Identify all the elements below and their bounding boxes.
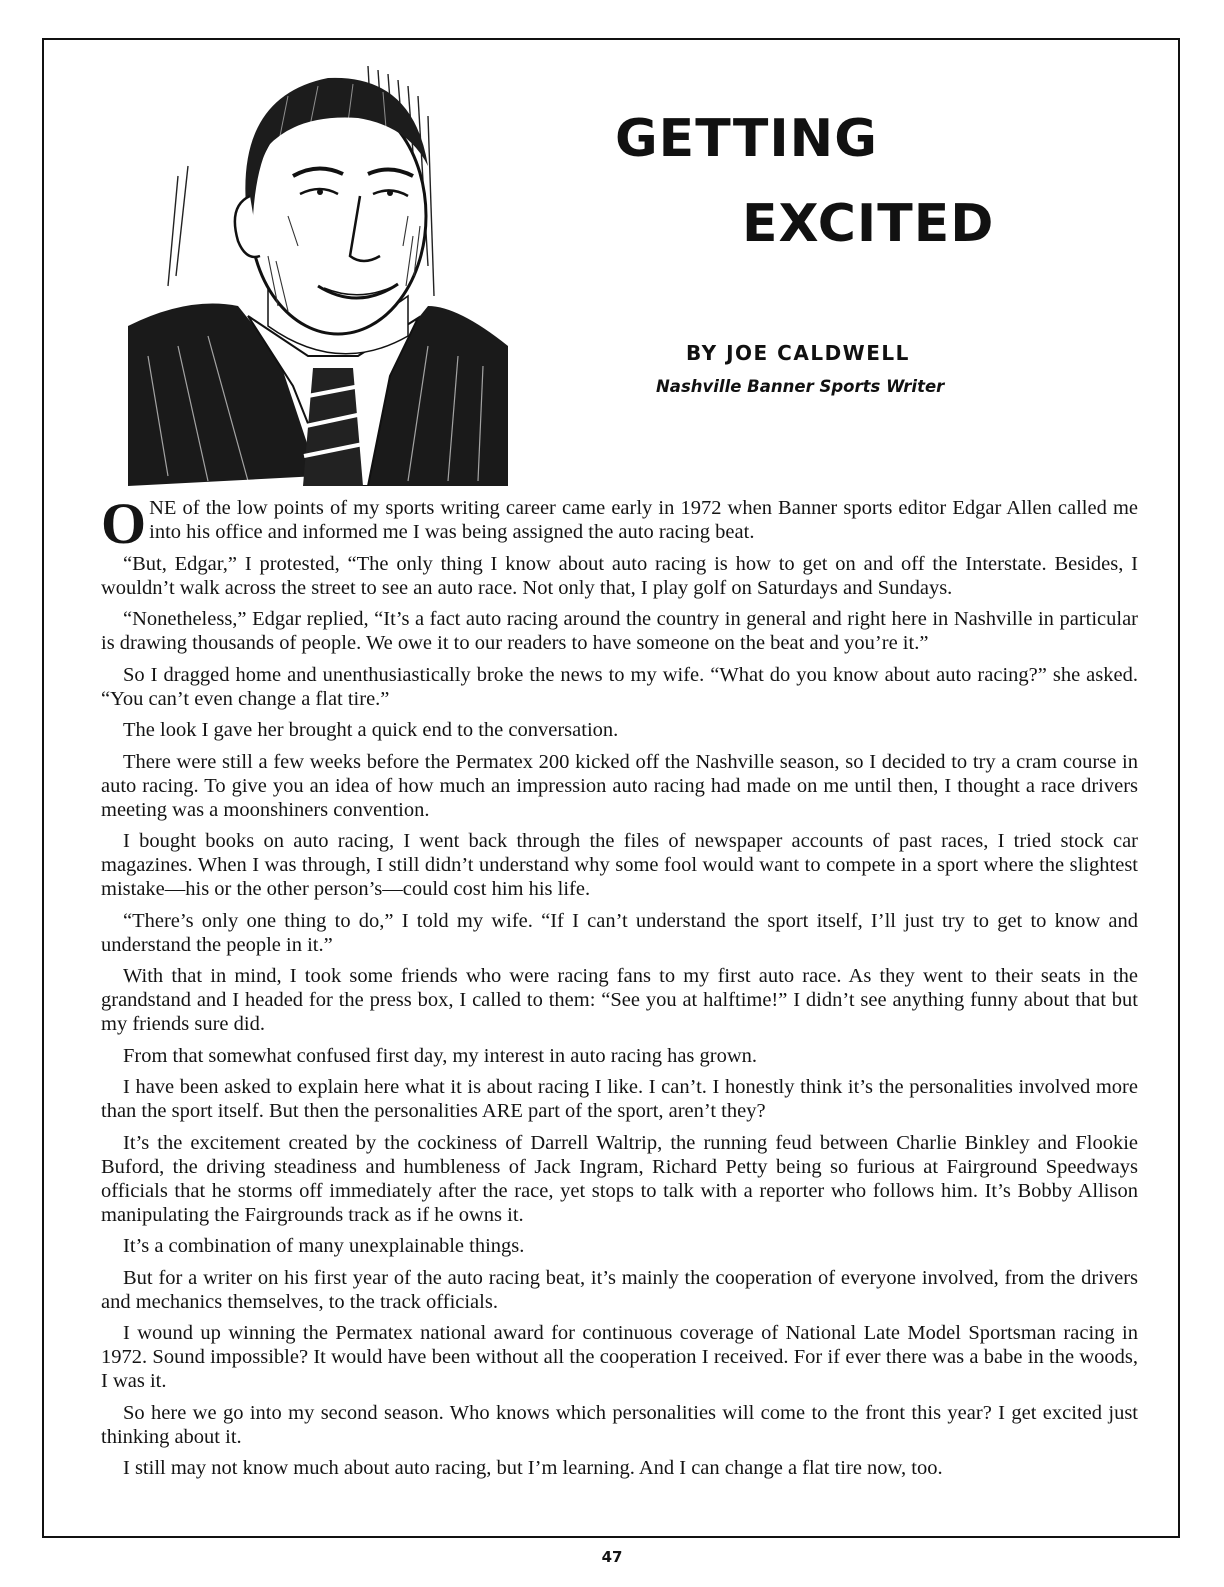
article-paragraph: There were still a few weeks before the Permatex 200 kicked off the Nashville season, so I decided to try a cram course in auto racing. To give you an idea of how much an impression auto racing had made on me until then, I thought a race drivers meeting was a moonshiners convention. (101, 750, 1138, 821)
article-paragraph: I still may not know much about auto racing, but I’m learning. And I can change a flat tire now, too. (123, 1457, 943, 1479)
title-line-2: EXCITED (742, 194, 995, 254)
article-paragraph: So I dragged home and unenthusiastically broke the news to my wife. “What do you know about auto racing?” she asked. “You can’t even change a flat tire.” (101, 663, 1138, 710)
article-body (101, 491, 1138, 1488)
author-role: Nashville Banner Sports Writer (656, 377, 945, 396)
article-paragraph: “There’s only one thing to do,” I told my wife. “If I can’t understand the sport itself, I’ll just try to get to know and understand the people in it.” (101, 909, 1138, 956)
byline: BY JOE CALDWELL (686, 341, 910, 365)
article-paragraph: It’s a combination of many unexplainable things. (123, 1235, 525, 1257)
article-paragraph: I wound up winning the Permatex national award for continuous coverage of National Late Model Sportsman racing in 1972. Sound impossible? It would have been without all the cooperation I received. For if ever there was a babe in the woods, I was it. (101, 1322, 1138, 1392)
article-paragraph: From that somewhat confused first day, my interest in auto racing has grown. (123, 1044, 758, 1067)
drop-cap: O (101, 491, 147, 556)
article-paragraph: I have been asked to explain here what it is about racing I like. I can’t. I honestly think it’s the personalities involved more than the sport itself. But then the personalities ARE part of the sport, aren’t they? (101, 1076, 1138, 1122)
page-number: 47 (601, 1548, 623, 1566)
article-paragraph: I bought books on auto racing, I went back through the files of newspaper accounts of past races, I tried stock car magazines. When I was through, I still didn’t understand why some fool would want to compete in a sport where the slightest mistake—his or the other person’s—could cost him his life. (101, 830, 1138, 900)
first-paragraph-text: NE of the low points of my sports writing career came early in 1972 when Banner sports editor Edgar Allen called me into his office and informed me I was being assigned the auto racing beat. (149, 497, 1138, 543)
article-paragraph: “Nonetheless,” Edgar replied, “It’s a fact auto racing around the country in general and right here in Nashville in particular is drawing thousands of people. We owe it to our readers to have someone on the beat and you’re it.” (101, 608, 1138, 654)
title-line-1: GETTING (615, 109, 878, 169)
article-paragraph: With that in mind, I took some friends who were racing fans to my first auto race. As they went to their seats in the grandstand and I headed for the press box, I called to them: “See you at halftime!” I didn’t see anything funny about that but my friends sure did. (101, 965, 1138, 1035)
article-paragraph: The look I gave her brought a quick end to the conversation. (123, 719, 619, 741)
author-portrait-sketch (128, 56, 508, 486)
article-paragraph: “But, Edgar,” I protested, “The only thing I know about auto racing is how to get on and off the Interstate. Besides, I wouldn’t walk across the street to see an auto race. Not only that, I play golf on Saturdays and Sundays. (101, 552, 1138, 599)
article-paragraph: But for a writer on his first year of the auto racing beat, it’s mainly the cooperation of everyone involved, from the drivers and mechanics themselves, to the track officials. (101, 1266, 1138, 1313)
article-paragraph: So here we go into my second season. Who knows which personalities will come to the front this year? I get excited just thinking about it. (101, 1401, 1138, 1448)
article-paragraph: It’s the excitement created by the cockiness of Darrell Waltrip, the running feud between Charlie Binkley and Flookie Buford, the driving steadiness and humbleness of Jack Ingram, Richard Petty being so furious at Fairground Speedways officials that he storms off immediately after the race, yet stops to talk with a reporter who follows him. It’s Bobby Allison manipulating the Fairgrounds track as if he owns it. (101, 1131, 1138, 1226)
article-paragraph (101, 491, 1138, 556)
